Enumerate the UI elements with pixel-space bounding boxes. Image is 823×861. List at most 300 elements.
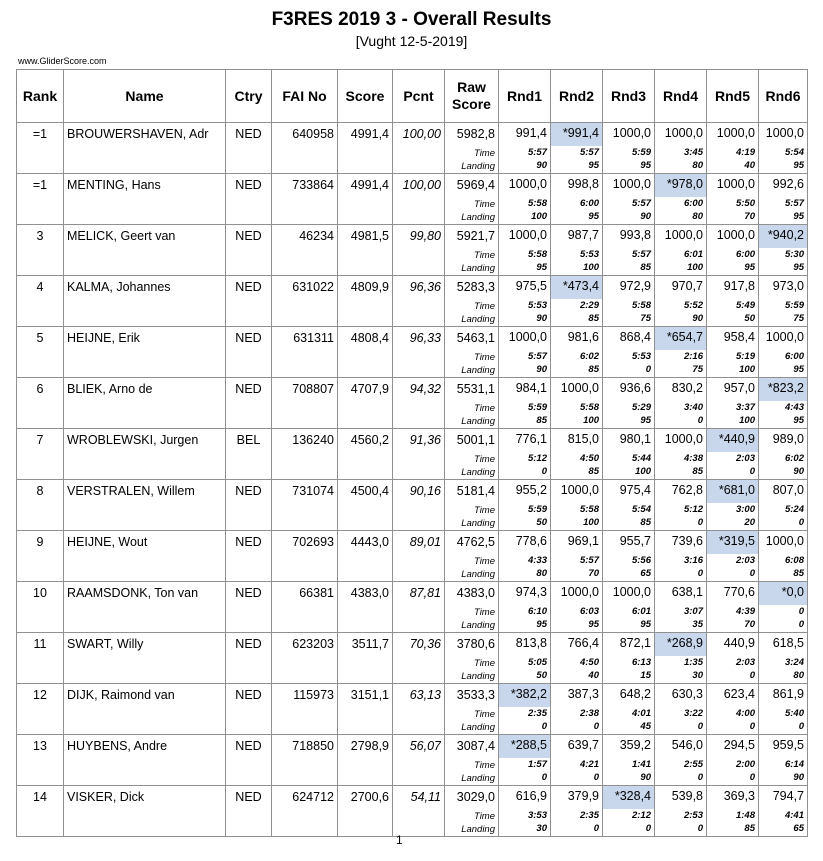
round-cell xyxy=(603,225,655,276)
dropped-round-score: *268,9 xyxy=(655,633,706,656)
fai-number-cell xyxy=(272,123,338,174)
round-cell xyxy=(551,531,603,582)
round-score: 1000,0 xyxy=(508,330,547,344)
row-labels xyxy=(438,810,498,836)
round-cell xyxy=(499,786,551,837)
round-score: 936,6 xyxy=(619,381,651,395)
pilot-name: SWART, Willy xyxy=(67,637,144,651)
country-code-cell xyxy=(226,429,272,480)
flight-time: 5:58 xyxy=(579,504,599,515)
landing-points: 35 xyxy=(692,619,703,630)
landing-points: 95 xyxy=(793,160,804,171)
percent-score: 56,07 xyxy=(409,739,441,753)
landing-points: 90 xyxy=(640,211,651,222)
row-labels xyxy=(438,504,498,530)
flight-time: 3:16 xyxy=(683,555,703,566)
landing-points: 100 xyxy=(739,364,755,375)
flight-time: 2:00 xyxy=(735,759,755,770)
fai-number: 631311 xyxy=(293,331,334,345)
round-cell xyxy=(655,480,707,531)
landing-points: 100 xyxy=(583,415,599,426)
flight-time: 6:08 xyxy=(784,555,804,566)
flight-time: 5:57 xyxy=(527,351,547,362)
country-code-cell xyxy=(226,735,272,786)
fai-number-cell xyxy=(272,225,338,276)
round-cell xyxy=(759,786,808,837)
round-cell xyxy=(499,735,551,786)
round-score: 1000,0 xyxy=(765,330,804,344)
flight-time: 2:16 xyxy=(683,351,703,362)
round-score: 1000,0 xyxy=(508,228,547,242)
total-score: 3151,1 xyxy=(350,688,389,702)
landing-points: 90 xyxy=(536,364,547,375)
flight-time: 4:50 xyxy=(579,657,599,668)
landing-points: 85 xyxy=(536,415,547,426)
fai-number-cell xyxy=(272,582,338,633)
pilot-name: BLIEK, Arno de xyxy=(67,382,153,396)
country-code-cell xyxy=(226,378,272,429)
round-score: 955,2 xyxy=(515,483,547,497)
percent-score: 63,13 xyxy=(409,688,441,702)
round-cell xyxy=(655,531,707,582)
percent-score: 96,33 xyxy=(409,331,441,345)
landing-points: 30 xyxy=(692,670,703,681)
landing-points: 90 xyxy=(640,772,651,783)
landing-label: Landing xyxy=(461,518,495,529)
flight-time: 5:30 xyxy=(784,249,804,260)
landing-label: Landing xyxy=(461,467,495,478)
flight-time: 5:12 xyxy=(527,453,547,464)
landing-points: 90 xyxy=(536,160,547,171)
round-score: 973,0 xyxy=(772,279,804,293)
total-score: 4981,5 xyxy=(350,229,389,243)
time-label: Time xyxy=(473,505,495,516)
row-labels xyxy=(438,300,498,326)
table-row xyxy=(17,786,808,837)
rank-cell-cell xyxy=(17,327,64,378)
landing-points: 0 xyxy=(541,466,547,477)
flight-time: 5:24 xyxy=(784,504,804,515)
country-code-cell xyxy=(226,123,272,174)
round-score: 807,0 xyxy=(772,483,804,497)
raw-score-cell xyxy=(445,684,499,735)
pilot-name-cell xyxy=(64,633,226,684)
rank-cell: =1 xyxy=(32,178,48,192)
flight-time: 3:07 xyxy=(683,606,703,617)
landing-points: 75 xyxy=(793,313,804,324)
landing-points: 0 xyxy=(749,772,755,783)
col-header-pcnt: Pcnt xyxy=(393,70,445,123)
landing-points: 95 xyxy=(744,262,755,273)
flight-time: 2:55 xyxy=(683,759,703,770)
flight-time: 5:40 xyxy=(784,708,804,719)
row-labels xyxy=(438,555,498,581)
total-score: 4991,4 xyxy=(350,127,389,141)
flight-time: 5:57 xyxy=(631,198,651,209)
round-score: 970,7 xyxy=(671,279,703,293)
event-subtitle: [Vught 12-5-2019] xyxy=(355,33,468,49)
table-row xyxy=(17,480,808,531)
pilot-name: MELICK, Geert van xyxy=(67,229,176,243)
round-score: 770,6 xyxy=(723,585,755,599)
landing-points: 0 xyxy=(593,823,599,834)
flight-time: 5:57 xyxy=(784,198,804,209)
fai-number: 136240 xyxy=(292,433,334,447)
round-score: 1000,0 xyxy=(664,432,703,446)
round-score: 868,4 xyxy=(619,330,651,344)
fai-number-cell xyxy=(272,684,338,735)
time-label: Time xyxy=(473,760,495,771)
flight-time: 5:59 xyxy=(784,300,804,311)
site-link[interactable]: www.GliderScore.com xyxy=(18,56,107,66)
round-cell xyxy=(655,684,707,735)
pilot-name-cell xyxy=(64,684,226,735)
rank-cell-cell xyxy=(17,429,64,480)
round-score: 958,4 xyxy=(723,330,755,344)
flight-time: 5:49 xyxy=(735,300,755,311)
rank-cell: 11 xyxy=(33,637,47,651)
percent-score: 94,32 xyxy=(409,382,441,396)
percent-score-cell xyxy=(393,582,445,633)
round-score: 1000,0 xyxy=(716,126,755,140)
country-code: NED xyxy=(235,688,262,702)
percent-score: 87,81 xyxy=(409,586,441,600)
flight-time: 2:03 xyxy=(735,657,755,668)
round-score: 917,8 xyxy=(723,279,755,293)
dropped-round-score: *288,5 xyxy=(499,735,550,758)
round-cell xyxy=(707,735,759,786)
pilot-name: HEIJNE, Wout xyxy=(67,535,148,549)
total-score-cell xyxy=(338,327,393,378)
flight-time: 6:10 xyxy=(527,606,547,617)
landing-points: 85 xyxy=(640,262,651,273)
flight-time: 6:00 xyxy=(683,198,703,209)
round-score: 861,9 xyxy=(772,687,804,701)
raw-score: 5463,1 xyxy=(456,331,495,345)
country-code-cell xyxy=(226,480,272,531)
country-code: NED xyxy=(235,229,262,243)
round-score: 379,9 xyxy=(567,789,599,803)
dropped-round-score: *382,2 xyxy=(499,684,550,707)
round-score: 955,7 xyxy=(619,534,651,548)
dropped-round-score: *991,4 xyxy=(551,123,602,146)
round-score: 623,4 xyxy=(723,687,755,701)
time-label: Time xyxy=(473,556,495,567)
flight-time: 6:13 xyxy=(631,657,651,668)
rank-cell: 3 xyxy=(36,229,44,243)
fai-number: 624712 xyxy=(292,790,334,804)
table-row xyxy=(17,684,808,735)
landing-points: 80 xyxy=(692,160,703,171)
col-header-rnd3: Rnd3 xyxy=(603,70,655,123)
landing-points: 15 xyxy=(640,670,651,681)
col-header-rnd1: Rnd1 xyxy=(499,70,551,123)
round-score: 1000,0 xyxy=(560,585,599,599)
round-score: 1000,0 xyxy=(664,228,703,242)
raw-score: 5531,1 xyxy=(456,382,495,396)
landing-points: 75 xyxy=(692,364,703,375)
raw-score-cell xyxy=(445,735,499,786)
landing-points: 100 xyxy=(687,262,703,273)
percent-score-cell xyxy=(393,786,445,837)
round-cell xyxy=(759,633,808,684)
flight-time: 6:02 xyxy=(784,453,804,464)
round-cell xyxy=(499,327,551,378)
time-label: Time xyxy=(473,658,495,669)
round-cell xyxy=(707,327,759,378)
round-cell xyxy=(499,225,551,276)
fai-number: 631022 xyxy=(292,280,334,294)
rank-cell: 6 xyxy=(36,382,44,396)
dropped-round-score: *823,2 xyxy=(759,378,807,401)
fai-number-cell xyxy=(272,327,338,378)
flight-time: 3:40 xyxy=(683,402,703,413)
time-label: Time xyxy=(473,454,495,465)
row-labels xyxy=(438,351,498,377)
flight-time: 5:59 xyxy=(631,147,651,158)
landing-points: 0 xyxy=(645,364,651,375)
pilot-name: HUYBENS, Andre xyxy=(67,739,168,753)
landing-points: 0 xyxy=(798,517,804,528)
percent-score-cell xyxy=(393,735,445,786)
percent-score-cell xyxy=(393,633,445,684)
flight-time: 3:00 xyxy=(735,504,755,515)
flight-time: 2:12 xyxy=(631,810,651,821)
raw-score: 3029,0 xyxy=(456,790,495,804)
landing-points: 95 xyxy=(640,160,651,171)
total-score-cell xyxy=(338,786,393,837)
round-score: 638,1 xyxy=(671,585,703,599)
total-score-cell xyxy=(338,429,393,480)
pilot-name-cell xyxy=(64,429,226,480)
dropped-round-score: *328,4 xyxy=(603,786,654,809)
percent-score: 100,00 xyxy=(402,178,441,192)
total-score: 4991,4 xyxy=(350,178,389,192)
total-score-cell xyxy=(338,684,393,735)
round-cell xyxy=(499,633,551,684)
landing-points: 45 xyxy=(640,721,651,732)
rank-cell-cell xyxy=(17,582,64,633)
country-code: NED xyxy=(235,331,262,345)
round-cell xyxy=(603,480,655,531)
round-cell xyxy=(759,123,808,174)
dropped-round-score: *940,2 xyxy=(759,225,807,248)
landing-points: 80 xyxy=(536,568,547,579)
table-row xyxy=(17,429,808,480)
landing-label: Landing xyxy=(461,773,495,784)
total-score-cell xyxy=(338,378,393,429)
flight-time: 5:58 xyxy=(579,402,599,413)
flight-time: 5:29 xyxy=(631,402,651,413)
round-score: 991,4 xyxy=(515,126,547,140)
dropped-round-score: *440,9 xyxy=(707,429,758,452)
landing-points: 85 xyxy=(744,823,755,834)
dropped-round-score: *978,0 xyxy=(655,174,706,197)
time-label: Time xyxy=(473,709,495,720)
total-score-cell xyxy=(338,633,393,684)
round-score: 766,4 xyxy=(567,636,599,650)
round-cell xyxy=(551,480,603,531)
round-cell xyxy=(655,633,707,684)
results-body xyxy=(17,123,808,837)
flight-time: 4:21 xyxy=(579,759,599,770)
round-cell xyxy=(603,582,655,633)
country-code: NED xyxy=(235,586,262,600)
landing-points: 0 xyxy=(697,772,703,783)
flight-time: 5:53 xyxy=(527,300,547,311)
landing-label: Landing xyxy=(461,314,495,325)
round-cell xyxy=(551,123,603,174)
round-score: 369,3 xyxy=(723,789,755,803)
rank-cell-cell xyxy=(17,276,64,327)
landing-points: 95 xyxy=(793,262,804,273)
round-cell xyxy=(655,735,707,786)
row-labels xyxy=(438,606,498,632)
landing-points: 90 xyxy=(536,313,547,324)
total-score-cell xyxy=(338,480,393,531)
total-score: 4808,4 xyxy=(350,331,389,345)
pilot-name-cell xyxy=(64,786,226,837)
round-cell xyxy=(707,480,759,531)
round-score: 546,0 xyxy=(671,738,703,752)
round-score: 993,8 xyxy=(619,228,651,242)
flight-time: 6:02 xyxy=(579,351,599,362)
fai-number: 702693 xyxy=(292,535,334,549)
round-score: 639,7 xyxy=(567,738,599,752)
pilot-name: MENTING, Hans xyxy=(67,178,161,192)
landing-points: 90 xyxy=(793,772,804,783)
landing-points: 65 xyxy=(640,568,651,579)
round-score: 1000,0 xyxy=(612,585,651,599)
landing-points: 70 xyxy=(588,568,599,579)
round-score: 975,5 xyxy=(515,279,547,293)
flight-time: 6:03 xyxy=(579,606,599,617)
round-cell xyxy=(499,684,551,735)
flight-time: 3:24 xyxy=(784,657,804,668)
fai-number-cell xyxy=(272,276,338,327)
page-number: 1 xyxy=(396,833,403,847)
landing-label: Landing xyxy=(461,416,495,427)
landing-points: 95 xyxy=(640,619,651,630)
flight-time: 5:57 xyxy=(631,249,651,260)
table-row xyxy=(17,276,808,327)
country-code-cell xyxy=(226,174,272,225)
raw-score-cell xyxy=(445,786,499,837)
landing-points: 80 xyxy=(692,211,703,222)
landing-points: 50 xyxy=(744,313,755,324)
landing-points: 95 xyxy=(588,211,599,222)
results-table xyxy=(16,69,808,837)
round-score: 1000,0 xyxy=(765,126,804,140)
landing-points: 100 xyxy=(583,517,599,528)
flight-time: 1:48 xyxy=(735,810,755,821)
fai-number-cell xyxy=(272,480,338,531)
round-score: 1000,0 xyxy=(716,228,755,242)
total-score: 2700,6 xyxy=(350,790,389,804)
landing-points: 95 xyxy=(588,619,599,630)
fai-number-cell xyxy=(272,429,338,480)
percent-score-cell xyxy=(393,480,445,531)
row-labels xyxy=(438,402,498,428)
raw-score: 5001,1 xyxy=(456,433,495,447)
flight-time: 5:59 xyxy=(527,402,547,413)
landing-points: 95 xyxy=(640,415,651,426)
rank-cell-cell xyxy=(17,735,64,786)
rank-cell: 14 xyxy=(33,790,47,804)
flight-time: 5:56 xyxy=(631,555,651,566)
percent-score: 99,80 xyxy=(409,229,441,243)
round-score: 813,8 xyxy=(515,636,547,650)
dropped-round-score: *0,0 xyxy=(759,582,807,605)
round-cell xyxy=(707,123,759,174)
raw-score-cell xyxy=(445,429,499,480)
col-header-rank: Rank xyxy=(17,70,64,123)
col-header-rnd5: Rnd5 xyxy=(707,70,759,123)
flight-time: 5:58 xyxy=(631,300,651,311)
round-score: 630,3 xyxy=(671,687,703,701)
landing-points: 0 xyxy=(749,466,755,477)
landing-points: 0 xyxy=(697,415,703,426)
fai-number-cell xyxy=(272,531,338,582)
round-cell xyxy=(603,174,655,225)
landing-label: Landing xyxy=(461,263,495,274)
round-score: 739,6 xyxy=(671,534,703,548)
flight-time: 2:53 xyxy=(683,810,703,821)
landing-points: 70 xyxy=(744,211,755,222)
round-cell xyxy=(759,480,808,531)
flight-time: 6:00 xyxy=(735,249,755,260)
landing-points: 100 xyxy=(739,415,755,426)
round-cell xyxy=(551,378,603,429)
flight-time: 4:01 xyxy=(631,708,651,719)
total-score-cell xyxy=(338,276,393,327)
round-score: 1000,0 xyxy=(560,483,599,497)
rank-cell: 10 xyxy=(33,586,47,600)
round-score: 998,8 xyxy=(567,177,599,191)
landing-points: 90 xyxy=(692,313,703,324)
country-code: NED xyxy=(235,178,262,192)
table-row xyxy=(17,633,808,684)
round-cell xyxy=(759,225,808,276)
flight-time: 5:53 xyxy=(579,249,599,260)
country-code: NED xyxy=(235,127,262,141)
landing-points: 85 xyxy=(692,466,703,477)
landing-points: 0 xyxy=(798,721,804,732)
flight-time: 2:38 xyxy=(579,708,599,719)
flight-time: 2:03 xyxy=(735,453,755,464)
col-header-rnd2: Rnd2 xyxy=(551,70,603,123)
col-header-fai: FAI No xyxy=(272,70,338,123)
round-score: 980,1 xyxy=(619,432,651,446)
raw-score-cell xyxy=(445,378,499,429)
round-cell xyxy=(603,429,655,480)
country-code-cell xyxy=(226,786,272,837)
round-cell xyxy=(603,123,655,174)
round-cell xyxy=(551,684,603,735)
round-cell xyxy=(499,582,551,633)
flight-time: 6:14 xyxy=(784,759,804,770)
country-code: NED xyxy=(235,535,262,549)
col-header-raw-score: Raw Score xyxy=(445,70,499,123)
round-cell xyxy=(707,225,759,276)
raw-score-cell xyxy=(445,276,499,327)
round-cell xyxy=(551,633,603,684)
round-cell xyxy=(499,531,551,582)
rank-cell-cell xyxy=(17,174,64,225)
flight-time: 3:22 xyxy=(683,708,703,719)
flight-time: 5:54 xyxy=(631,504,651,515)
flight-time: 1:57 xyxy=(527,759,547,770)
